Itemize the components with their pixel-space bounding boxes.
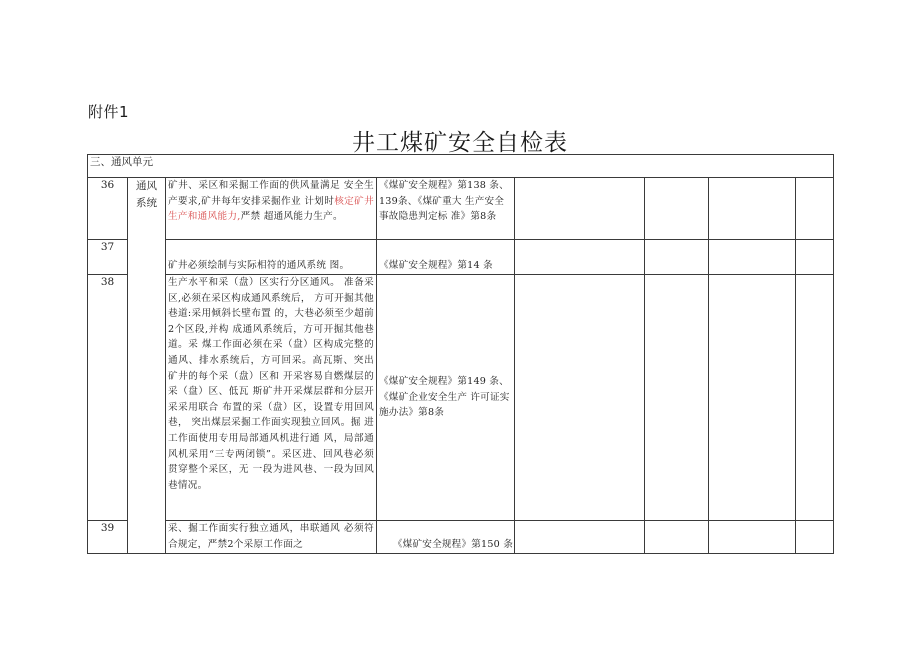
empty-cell	[709, 521, 796, 554]
row-basis: 《煤矿安全规程》第138 条、139条、《煤矿重大 生产安全事故隐患判定标 准》第8条	[377, 178, 515, 240]
empty-cell	[796, 275, 834, 521]
table-row	[88, 521, 834, 554]
row-content: 生产水平和采（盘）区实行分区通风。 准备采区,必须在采区构成通风系统后， 方可开掘其他巷道:采用倾斜长壁布置 的，大巷必须至少超前2个区段,并构 成通风系统后，方可开掘其他巷道。采 煤工作面必须在采（盘）区构成完整的 通风、排水系统后，方可回采。高瓦斯、突出矿井的每个采（盘）区和 开采容易自燃煤层的采（盘）区、低瓦 斯矿井开采煤层群和分层开采采用联合 布置的采（盘）区，设置专用回风巷， 突出煤层采掘工作面实现独立回风。掘 进工作面使用专用局部通风机进行通 风，局部通风机采用“三专两闭锁”。采区进、回风巷必须贯穿整个采区，无 一段为进风巷、一段为回风巷情况。	[166, 275, 377, 521]
empty-cell	[709, 178, 796, 240]
row-content-text: 严禁 超通风能力生产。	[240, 211, 343, 223]
checklist-table	[87, 154, 834, 554]
empty-cell	[645, 240, 709, 275]
table-row	[88, 178, 834, 240]
empty-cell	[515, 521, 645, 554]
empty-cell	[515, 240, 645, 275]
table-row	[88, 240, 834, 275]
empty-cell	[515, 275, 645, 521]
row-number: 38	[88, 275, 128, 521]
row-content: 采、掘工作面实行独立通风，串联通风 必须符合规定，严禁2个采原工作面之	[166, 521, 377, 554]
category-label: 通风系统	[136, 180, 157, 209]
row-content	[166, 178, 377, 240]
empty-cell	[645, 275, 709, 521]
empty-cell	[645, 521, 709, 554]
page-title: 井工煤矿安全自检表	[352, 130, 568, 156]
row-basis: 《煤矿安全规程》第149 条、《煤矿企业安全生产 许可证实施办法》第8条	[377, 275, 515, 521]
row-number: 36	[88, 178, 128, 240]
empty-cell	[796, 240, 834, 275]
section-header-row	[88, 155, 834, 178]
table-row	[88, 275, 834, 521]
row-content: 矿井必须绘制与实际相符的通风系统 图。	[166, 240, 377, 275]
row-content-highlight: 核定矿井生产和通风能力,	[168, 195, 374, 223]
row-basis: 《煤矿安全规程》第150 条	[377, 521, 515, 554]
row-number: 37	[88, 240, 128, 275]
empty-cell	[515, 178, 645, 240]
empty-cell	[796, 521, 834, 554]
category-cell	[128, 178, 166, 554]
section-label: 三、通风单元	[88, 155, 834, 178]
row-content-text: 矿井、采区和采掘工作面的供风量满足 安全生产要求,矿井每年安排采掘作业 计划时	[168, 180, 374, 207]
empty-cell	[796, 178, 834, 240]
attachment-label: 附件1	[88, 103, 130, 121]
empty-cell	[709, 275, 796, 521]
row-number: 39	[88, 521, 128, 554]
empty-cell	[645, 178, 709, 240]
row-basis: 《煤矿安全规程》第14 条	[377, 240, 515, 275]
empty-cell	[709, 240, 796, 275]
